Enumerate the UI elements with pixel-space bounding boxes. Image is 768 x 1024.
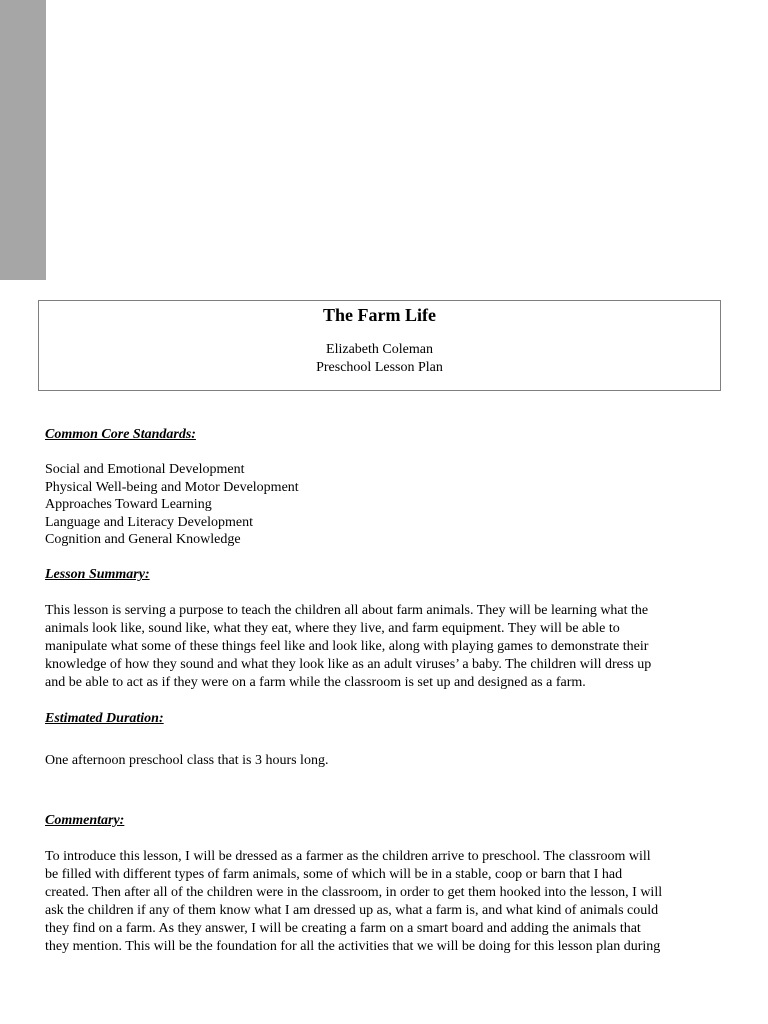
standards-heading: Common Core Standards:: [45, 427, 196, 442]
standards-item: Language and Literacy Development: [45, 514, 253, 530]
commentary-line: created. Then after all of the children were in the classroom, in order to get them hooked into the lesson, I will: [45, 884, 663, 900]
document-body: [45, 426, 725, 956]
summary-line: This lesson is serving a purpose to teach the children all about farm animals. They will be learning what the: [45, 602, 649, 618]
summary-line: animals look like, sound like, what they eat, where they live, and farm equipment. They will be able to: [45, 620, 620, 636]
title-box: [38, 300, 721, 391]
author-name: Elizabeth Coleman: [326, 342, 433, 357]
commentary-line: they find on a farm. As they answer, I will be creating a farm on a smart board and adding the animals that: [45, 920, 641, 936]
standards-item: Cognition and General Knowledge: [45, 532, 241, 548]
commentary-line: be filled with different types of farm animals, some of which will be in a stable, coop or barn that I had: [45, 866, 623, 882]
commentary-line: To introduce this lesson, I will be dressed as a farmer as the children arrive to preschool. The classroom will: [45, 848, 651, 864]
standards-item: Physical Well-being and Motor Development: [45, 479, 299, 495]
summary-line: and be able to act as if they were on a farm while the classroom is set up and designed as a farm.: [45, 674, 586, 690]
document-subtitle: Preschool Lesson Plan: [316, 360, 443, 375]
duration-heading: Estimated Duration:: [45, 710, 164, 726]
document-title: The Farm Life: [323, 305, 436, 325]
summary-heading: Lesson Summary:: [45, 566, 150, 582]
duration-text: One afternoon preschool class that is 3 hours long.: [45, 752, 329, 768]
commentary-line: they mention. This will be the foundation for all the activities that we will be doing for this lesson plan during: [45, 938, 661, 954]
side-decoration-bar: [0, 0, 46, 280]
commentary-line: ask the children if any of them know what I am dressed up as, what a farm is, and what kind of animals could: [45, 902, 659, 918]
standards-item: Approaches Toward Learning: [45, 497, 212, 513]
summary-line: manipulate what some of these things feel like and look like, along with playing games to demonstrate their: [45, 638, 649, 654]
commentary-heading: Commentary:: [45, 812, 125, 828]
summary-line: knowledge of how they sound and what they look like as an adult viruses’ a baby. The children will dress up: [45, 656, 652, 672]
standards-item: Social and Emotional Development: [45, 462, 245, 477]
